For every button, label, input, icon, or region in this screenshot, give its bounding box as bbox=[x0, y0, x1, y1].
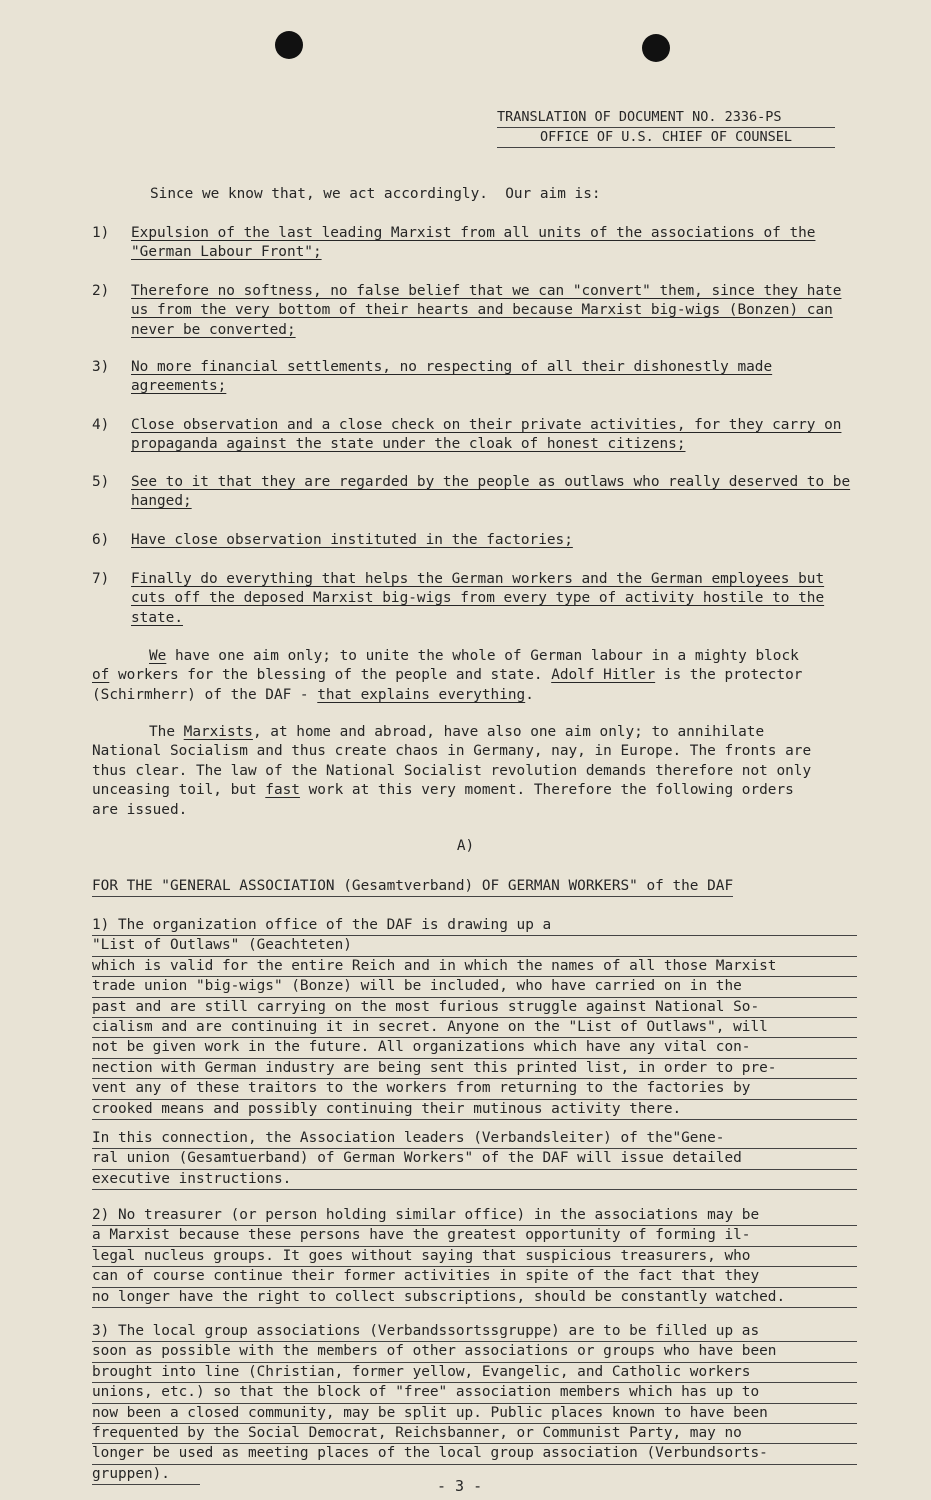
para-text: The bbox=[149, 724, 184, 740]
item-text: Close observation and a close check on their private activities, for they carry on propaganda against the state under the cloak of honest citizens; bbox=[131, 417, 842, 453]
para-underlined: We bbox=[149, 648, 167, 664]
text-line: gruppen). bbox=[92, 1465, 200, 1485]
text-line: ral union (Gesamtuerband) of German Workers" of the DAF will issue detailed bbox=[92, 1149, 857, 1169]
item-text: Therefore no softness, no false belief that we can "convert" them, since they hate us from the very bottom of their hearts and because Marxist big-wigs (Bonzen) can never be converted; bbox=[131, 283, 842, 338]
punch-hole-right bbox=[642, 34, 670, 62]
item-number: 1) bbox=[92, 225, 110, 241]
text-line: brought into line (Christian, former yellow, Evangelic, and Catholic workers bbox=[92, 1363, 857, 1383]
text-line: now been a closed community, may be split up. Public places known to have been bbox=[92, 1404, 857, 1424]
item-number: 2) bbox=[92, 283, 110, 299]
para-underlined: Marxists bbox=[183, 724, 253, 740]
text-line: "List of Outlaws" (Geachteten) bbox=[92, 936, 857, 956]
item-text: No more financial settlements, no respecting of all their dishonestly made agreements; bbox=[131, 359, 773, 395]
text-line: longer be used as meeting places of the local group association (Verbundsorts- bbox=[92, 1444, 857, 1464]
punch-hole-left bbox=[275, 31, 303, 59]
para-text: . bbox=[525, 686, 534, 703]
text-line: cialism and are continuing it in secret. Anyone on the "List of Outlaws", will bbox=[92, 1018, 857, 1038]
text-line: legal nucleus groups. It goes without saying that suspicious treasurers, who bbox=[92, 1247, 857, 1267]
para-underlined: that explains everything bbox=[317, 686, 526, 703]
item-number: 4) bbox=[92, 417, 110, 433]
para-underlined: fast bbox=[265, 782, 300, 799]
section-3 bbox=[92, 1322, 857, 1485]
text-line: no longer have the right to collect subscriptions, should be constantly watched. bbox=[92, 1288, 857, 1308]
para-underlined: Adolf Hitler bbox=[551, 667, 656, 684]
text-line: 3) The local group associations (Verbandssortssgruppe) are to be filled up as bbox=[92, 1322, 857, 1342]
text-line: past and are still carrying on the most furious struggle against National So- bbox=[92, 998, 857, 1018]
text-line: which is valid for the entire Reich and in which the names of all those Marxist bbox=[92, 957, 857, 977]
item-text: Have close observation instituted in the factories; bbox=[131, 532, 573, 548]
header-line-2: OFFICE OF U.S. CHIEF OF COUNSEL bbox=[497, 128, 835, 148]
intro-text: Since we know that, we act accordingly. Our aim is: bbox=[150, 186, 601, 202]
para-text: work at this very moment. Therefore the following orders are issued. bbox=[92, 782, 794, 818]
text-line: unions, etc.) so that the block of "free" association members which has up to bbox=[92, 1383, 857, 1403]
text-line: 2) No treasurer (or person holding similar office) in the associations may be bbox=[92, 1206, 857, 1226]
section-2 bbox=[92, 1206, 857, 1308]
text-line: executive instructions. bbox=[92, 1170, 857, 1190]
text-line: frequented by the Social Democrat, Reichsbanner, or Communist Party, may no bbox=[92, 1424, 857, 1444]
item-text: Expulsion of the last leading Marxist from all units of the associations of the "German Labour Front"; bbox=[131, 225, 816, 261]
item-number: 3) bbox=[92, 359, 110, 375]
text-line: nection with German industry are being sent this printed list, in order to pre- bbox=[92, 1059, 857, 1079]
paragraph-aim bbox=[92, 647, 822, 705]
text-line: vent any of these traitors to the workers from returning to the factories by bbox=[92, 1079, 857, 1099]
text-line: can of course continue their former activities in spite of the fact that they bbox=[92, 1267, 857, 1287]
para-text: workers for the blessing of the people and state. bbox=[109, 667, 552, 684]
section-letter: A) bbox=[456, 838, 475, 854]
para-text: is the protector (Schirmherr) of the DAF - bbox=[92, 667, 803, 703]
text-line: trade union "big-wigs" (Bonze) will be included, who have carried on in the bbox=[92, 977, 857, 997]
document-header bbox=[497, 108, 835, 148]
item-text: Finally do everything that helps the German workers and the German employees but cuts off the deposed Marxist big-wigs from every type of activity hostile to the state. bbox=[131, 571, 825, 626]
item-text: See to it that they are regarded by the people as outlaws who really deserved to be hanged; bbox=[131, 474, 851, 510]
text-line: a Marxist because these persons have the greatest opportunity of forming il- bbox=[92, 1226, 857, 1246]
text-line: crooked means and possibly continuing their mutinous activity there. bbox=[92, 1100, 857, 1120]
text-line: 1) The organization office of the DAF is drawing up a bbox=[92, 916, 857, 936]
page-number: - 3 - bbox=[437, 1477, 483, 1495]
para-text: , at home and abroad, have also one aim only; to annihilate National Socialism and thus create chaos in Germany, nay, in Europe. The fronts are thus clear. The law of the National Socialist revolution demands therefore not only unceasing toil, but bbox=[92, 724, 812, 799]
item-number: 6) bbox=[92, 532, 110, 548]
item-number: 7) bbox=[92, 571, 110, 587]
text-line: not be given work in the future. All organizations which have any vital con- bbox=[92, 1038, 857, 1058]
section-title: FOR THE "GENERAL ASSOCIATION (Gesamtverband) OF GERMAN WORKERS" of the DAF bbox=[92, 877, 733, 897]
header-line-1: TRANSLATION OF DOCUMENT NO. 2336-PS bbox=[497, 108, 835, 128]
para-text: have one aim only; to unite the whole of German labour in a mighty block bbox=[166, 648, 799, 664]
text-line: In this connection, the Association leaders (Verbandsleiter) of the"Gene- bbox=[92, 1129, 857, 1149]
item-number: 5) bbox=[92, 474, 110, 490]
text-line: soon as possible with the members of other associations or groups who have been bbox=[92, 1342, 857, 1362]
paragraph-marxists bbox=[92, 723, 827, 820]
para-underlined: of bbox=[92, 667, 110, 684]
section-1-note bbox=[92, 1129, 857, 1190]
section-1 bbox=[92, 916, 857, 1120]
